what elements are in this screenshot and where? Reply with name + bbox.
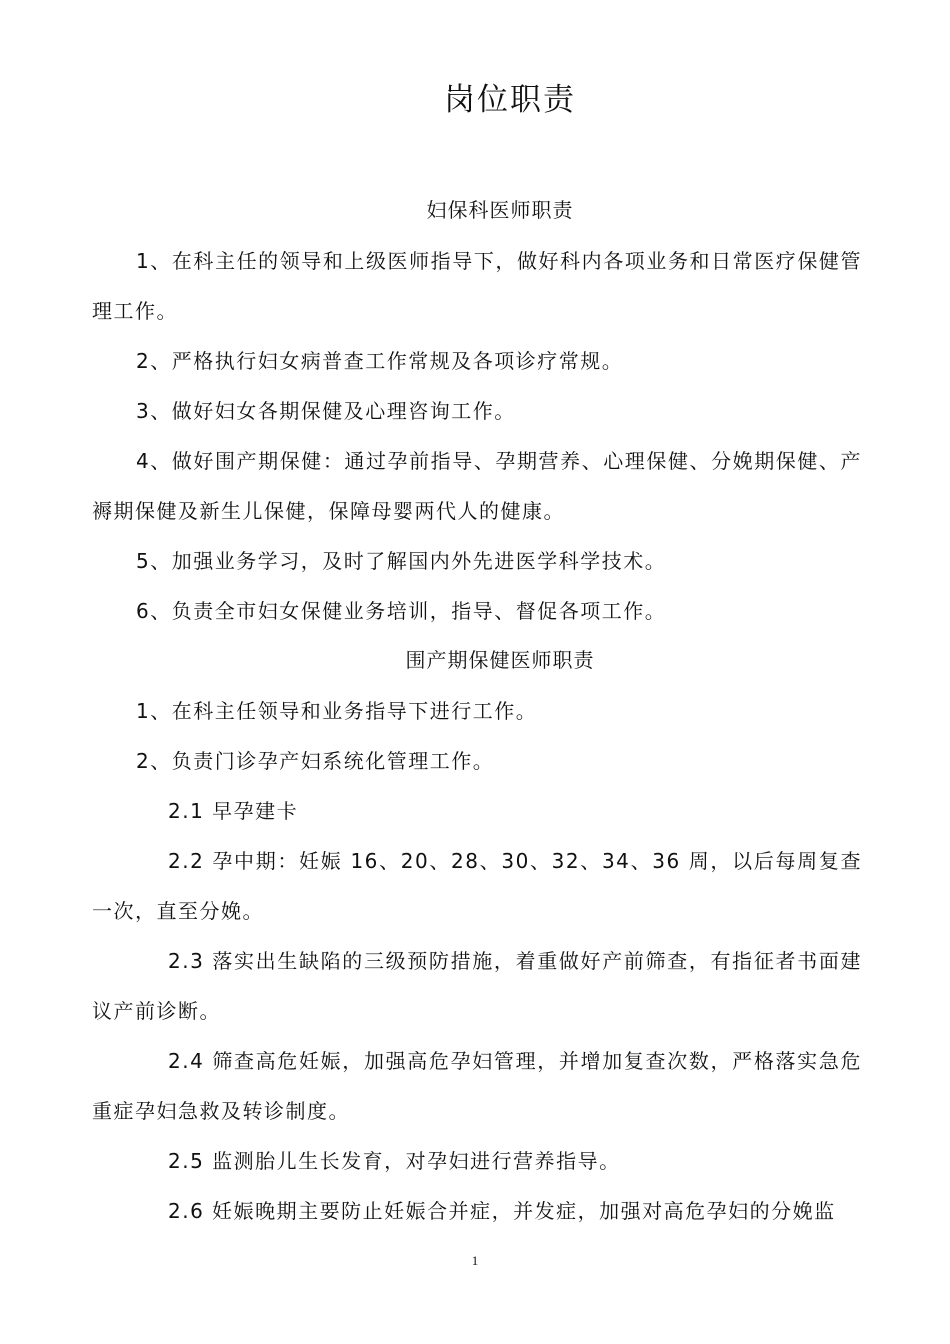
section-heading-maternal-health: 妇保科医师职责 [426, 198, 574, 222]
list-item: 4、做好围产期保健：通过孕前指导、孕期营养、心理保健、分娩期保健、产褥期保健及新生儿保健，保障母婴两代人的健康。 [92, 449, 862, 523]
list-item: 3、做好妇女各期保健及心理咨询工作。 [136, 399, 516, 423]
list-item: 1、在科主任领导和业务指导下进行工作。 [136, 699, 538, 723]
list-item: 2、负责门诊孕产妇系统化管理工作。 [136, 749, 495, 773]
sub-list-item: 2.5 监测胎儿生长发育，对孕妇进行营养指导。 [168, 1149, 621, 1173]
list-item: 2、严格执行妇女病普查工作常规及各项诊疗常规。 [136, 349, 624, 373]
sub-list-item: 2.6 妊娠晚期主要防止妊娠合并症，并发症，加强对高危孕妇的分娩监 [168, 1199, 836, 1223]
section-heading-perinatal-care: 围产期保健医师职责 [405, 648, 595, 672]
sub-list-item: 2.1 早孕建卡 [168, 799, 299, 823]
sub-list-item: 2.3 落实出生缺陷的三级预防措施，着重做好产前筛查，有指征者书面建议产前诊断。 [92, 949, 862, 1023]
document-title: 岗位职责 [444, 82, 576, 118]
sub-list-item: 2.4 筛查高危妊娠，加强高危孕妇管理，并增加复查次数，严格落实急危重症孕妇急救及转诊制度。 [92, 1049, 862, 1123]
page-number: 1 [471, 1253, 479, 1268]
list-item: 1、在科主任的领导和上级医师指导下，做好科内各项业务和日常医疗保健管理工作。 [92, 249, 862, 323]
list-item: 5、加强业务学习，及时了解国内外先进医学科学技术。 [136, 549, 667, 573]
sub-list-item: 2.2 孕中期：妊娠 16、20、28、30、32、34、36 周，以后每周复查一次，直至分娩。 [92, 849, 862, 923]
list-item: 6、负责全市妇女保健业务培训，指导、督促各项工作。 [136, 599, 667, 623]
